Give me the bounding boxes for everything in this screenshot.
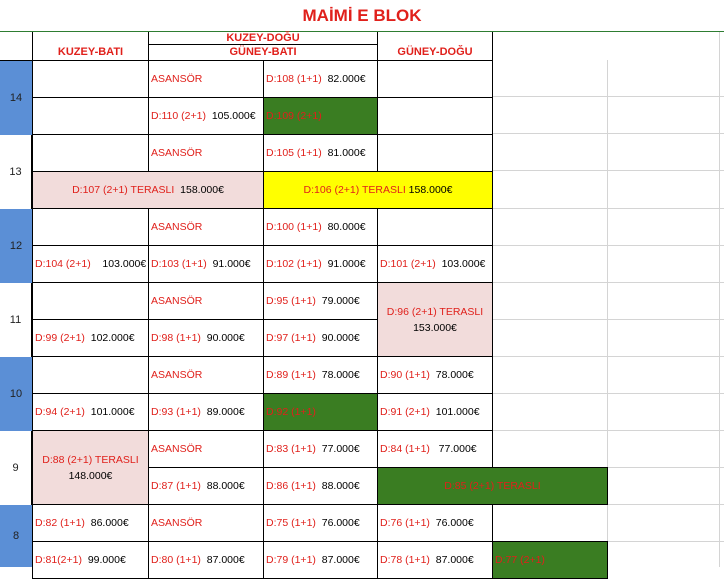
apartment-label: D:104 (2+1) — [35, 258, 91, 270]
header-guney-bati: GÜNEY-BATI — [229, 46, 297, 58]
apartment-price: 153.000€ — [413, 321, 457, 334]
apartment-price: 91.000€ — [327, 258, 366, 270]
gridline — [492, 170, 724, 171]
header-guney-dogu: GÜNEY-DOĞU — [397, 46, 473, 58]
apartment-price: 87.000€ — [435, 554, 474, 566]
apartment-price: 82.000€ — [327, 73, 366, 85]
floor-label: 10 — [0, 357, 32, 431]
header-kuzey-bati: KUZEY-BATI — [57, 46, 124, 58]
apartment-price: 101.000€ — [90, 406, 135, 418]
apartment-price: 89.000€ — [206, 406, 245, 418]
apartment-price: 101.000€ — [435, 406, 480, 418]
apartment-cell — [148, 319, 264, 357]
elevator-label: ASANSÖR — [151, 369, 203, 381]
apartment-label: D:78 (1+1) — [380, 554, 430, 566]
apartment-cell — [263, 282, 378, 320]
apartment-cell — [148, 541, 264, 579]
sold-terrace-apartment-cell — [377, 467, 608, 505]
sheet-title: MAİMİ E BLOK — [302, 6, 422, 25]
apartment-label: D:108 (1+1) — [266, 73, 322, 85]
apartment-cell — [263, 356, 378, 394]
apartment-label: D:77 (2+1) — [495, 554, 545, 566]
apartment-cell-empty — [377, 134, 493, 172]
apartment-cell — [263, 504, 378, 542]
apartment-price: 76.000€ — [321, 517, 360, 529]
apartment-price: 90.000€ — [206, 332, 245, 344]
apartment-label: D:75 (1+1) — [266, 517, 316, 529]
terrace-apartment-cell — [32, 430, 149, 505]
apartment-price: 90.000€ — [321, 332, 360, 344]
floor-label: 13 — [0, 135, 32, 209]
elevator-label: ASANSÖR — [151, 147, 203, 159]
apartment-cell-empty — [377, 208, 493, 246]
apartment-label: D:97 (1+1) — [266, 332, 316, 344]
elevator-cell — [148, 430, 264, 468]
apartment-price: 148.000€ — [68, 469, 113, 482]
apartment-label: D:85 (2+1) TERASLI — [444, 480, 541, 492]
apartment-price: 76.000€ — [435, 517, 474, 529]
apartment-price: 78.000€ — [321, 369, 360, 381]
apartment-price: 87.000€ — [321, 554, 360, 566]
apartment-label: D:83 (1+1) — [266, 443, 316, 455]
apartment-label: D:106 (2+1) TERASLI — [303, 184, 406, 196]
apartment-cell — [148, 467, 264, 505]
apartment-cell — [377, 245, 493, 283]
apartment-label: D:88 (2+1) TERASLI — [42, 453, 139, 466]
apartment-label: D:81(2+1) — [35, 554, 82, 566]
apartment-label: D:101 (2+1) — [380, 258, 436, 270]
elevator-cell — [148, 504, 264, 542]
apartment-cell — [263, 467, 378, 505]
apartment-price: 102.000€ — [90, 332, 135, 344]
apartment-cell — [263, 430, 378, 468]
apartment-cell — [263, 319, 378, 357]
apartment-price: 103.000€ — [441, 258, 486, 270]
apartment-price: 88.000€ — [321, 480, 360, 492]
apartment-price: 158.000€ — [180, 184, 224, 196]
apartment-price: 158.000€ — [408, 184, 453, 196]
header-kuzey-dogu: KUZEY-DOĞU — [226, 32, 300, 44]
apartment-cell — [377, 430, 493, 468]
elevator-label: ASANSÖR — [151, 443, 203, 455]
apartment-cell — [32, 393, 149, 431]
gridline — [492, 245, 724, 246]
apartment-price: 91.000€ — [212, 258, 251, 270]
apartment-price: 77.000€ — [438, 443, 477, 455]
gridline — [492, 430, 724, 431]
gridline — [492, 133, 724, 134]
apartment-cell — [263, 60, 378, 98]
apartment-cell — [148, 245, 264, 283]
apartment-cell-empty — [32, 356, 149, 394]
sold-apartment-cell — [263, 97, 378, 135]
gridline — [492, 96, 724, 97]
apartment-price: 103.000€ — [102, 258, 147, 270]
apartment-label: D:82 (1+1) — [35, 517, 85, 529]
sold-apartment-cell — [492, 541, 608, 579]
apartment-price: 79.000€ — [321, 295, 360, 307]
apartment-label: D:110 (2+1) — [151, 110, 206, 122]
floor-label: 9 — [0, 431, 32, 505]
apartment-cell — [32, 541, 149, 579]
apartment-cell-empty — [32, 134, 149, 172]
sold-apartment-cell — [263, 393, 378, 431]
apartment-cell-empty — [32, 60, 149, 98]
apartment-price: 77.000€ — [321, 443, 360, 455]
apartment-cell — [32, 245, 149, 283]
apartment-cell — [32, 319, 149, 357]
apartment-label: D:86 (1+1) — [266, 480, 316, 492]
apartment-label: D:103 (1+1) — [151, 258, 207, 270]
apartment-price: 105.000€ — [211, 110, 256, 122]
apartment-cell-empty — [377, 97, 493, 135]
gridline — [492, 393, 724, 394]
apartment-label: D:94 (2+1) — [35, 406, 85, 418]
apartment-label: D:102 (1+1) — [266, 258, 322, 270]
header-border — [148, 44, 377, 45]
apartment-cell — [377, 393, 493, 431]
elevator-cell — [148, 208, 264, 246]
elevator-cell — [148, 134, 264, 172]
gridline — [492, 356, 724, 357]
apartment-label: D:79 (1+1) — [266, 554, 316, 566]
terrace-apartment-cell — [377, 282, 493, 357]
floor-label: 12 — [0, 209, 32, 283]
elevator-cell — [148, 60, 264, 98]
apartment-label: D:87 (1+1) — [151, 480, 201, 492]
elevator-label: ASANSÖR — [151, 517, 203, 529]
apartment-label: D:100 (1+1) — [266, 221, 322, 233]
header-border — [492, 32, 493, 60]
apartment-label: D:89 (1+1) — [266, 369, 316, 381]
floor-label: 11 — [0, 283, 32, 357]
floor-label: 14 — [0, 61, 32, 135]
apartment-cell — [148, 393, 264, 431]
apartment-label: D:96 (2+1) TERASLI — [386, 305, 484, 318]
apartment-cell — [32, 504, 149, 542]
apartment-label: D:105 (1+1) — [266, 147, 322, 159]
apartment-price: 88.000€ — [206, 480, 245, 492]
apartment-price: 86.000€ — [90, 517, 129, 529]
apartment-label: D:80 (1+1) — [151, 554, 201, 566]
floor-label: 8 — [0, 505, 32, 567]
apartment-cell — [263, 541, 378, 579]
gridline — [492, 282, 724, 283]
apartment-cell-empty — [377, 60, 493, 98]
apartment-cell — [377, 356, 493, 394]
apartment-label: D:84 (1+1) — [380, 443, 430, 455]
gridline — [492, 319, 724, 320]
apartment-label: D:90 (1+1) — [380, 369, 430, 381]
highlighted-apartment-cell — [263, 171, 493, 209]
elevator-cell — [148, 356, 264, 394]
elevator-cell — [148, 282, 264, 320]
elevator-label: ASANSÖR — [151, 221, 203, 233]
elevator-label: ASANSÖR — [151, 295, 203, 307]
apartment-cell — [263, 245, 378, 283]
apartment-price: 87.000€ — [206, 554, 245, 566]
apartment-price: 81.000€ — [327, 147, 366, 159]
apartment-cell — [377, 504, 493, 542]
elevator-label: ASANSÖR — [151, 73, 203, 85]
apartment-label: D:95 (1+1) — [266, 295, 316, 307]
apartment-label: D:93 (1+1) — [151, 406, 201, 418]
apartment-label: D:92 (1+1) — [266, 406, 316, 418]
apartment-cell — [148, 97, 264, 135]
apartment-label: D:99 (2+1) — [35, 332, 85, 344]
gridline — [492, 208, 724, 209]
apartment-price: 78.000€ — [435, 369, 474, 381]
apartment-label: D:107 (2+1) TERASLI — [72, 184, 175, 196]
apartment-cell — [263, 134, 378, 172]
apartment-price: 80.000€ — [327, 221, 366, 233]
apartment-label: D:76 (1+1) — [380, 517, 430, 529]
apartment-label: D:98 (1+1) — [151, 332, 201, 344]
terrace-apartment-cell — [32, 171, 264, 209]
apartment-label: D:109 (2+1) — [266, 110, 322, 122]
gridline — [719, 32, 720, 567]
apartment-cell — [377, 541, 493, 579]
apartment-cell — [263, 208, 378, 246]
apartment-cell-empty — [32, 208, 149, 246]
apartment-price: 99.000€ — [87, 554, 126, 566]
apartment-label: D:91 (2+1) — [380, 406, 430, 418]
apartment-cell-empty — [32, 282, 149, 320]
apartment-cell-empty — [32, 97, 149, 135]
